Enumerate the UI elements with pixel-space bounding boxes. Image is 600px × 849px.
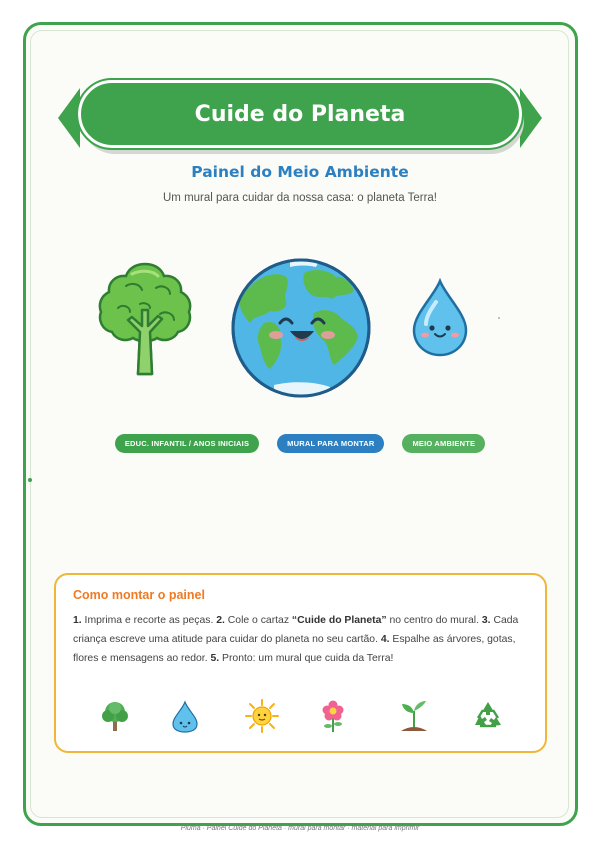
step-text: Cole o cartaz xyxy=(224,615,292,626)
decor-dot xyxy=(498,317,500,319)
water-drop-icon xyxy=(410,278,470,358)
ribbon-left xyxy=(58,88,80,148)
tag-education-level: EDUC. INFANTIL / ANOS INICIAIS xyxy=(115,434,259,453)
flower-icon xyxy=(316,699,350,733)
step-text: no centro do mural. xyxy=(386,615,482,626)
decor-dot xyxy=(28,478,32,482)
tree-icon xyxy=(96,262,194,376)
sun-icon xyxy=(245,699,279,733)
banner-pill xyxy=(78,80,522,148)
page-tagline: Um mural para cuidar da nossa casa: o planeta Terra! xyxy=(162,192,437,204)
earth-icon xyxy=(230,257,372,399)
decor-icons-row xyxy=(56,699,545,735)
step-number: 3. xyxy=(481,615,491,626)
page-footer: Pluma · Painel Cuide do Planeta · mural para montar · material para imprimir xyxy=(180,825,420,832)
tag-row xyxy=(0,434,600,453)
page-subtitle: Painel do Meio Ambiente xyxy=(191,163,409,181)
instructions-panel xyxy=(54,573,547,753)
step-text: Espalhe as árvores, gotas, flores e mensagens ao redor. xyxy=(73,634,516,664)
tree-icon xyxy=(98,699,132,733)
tag-environment: MEIO AMBIENTE xyxy=(402,434,485,453)
sprout-icon xyxy=(397,699,431,733)
water-drop-icon xyxy=(168,699,202,733)
step-highlight: “Cuide do Planeta” xyxy=(291,615,387,626)
recycle-icon xyxy=(471,699,505,733)
step-text: Pronto: um mural que cuida da Terra! xyxy=(219,653,394,664)
instructions-text xyxy=(73,611,533,668)
step-number: 2. xyxy=(216,615,225,626)
instructions-title: Como montar o painel xyxy=(73,588,205,602)
title-banner xyxy=(58,80,542,154)
step-text: Cada criança escreve uma atitude para cuidar do planeta no seu cartão. xyxy=(73,615,519,645)
step-number: 4. xyxy=(380,634,390,645)
step-number: 5. xyxy=(210,653,220,664)
step-number: 1. xyxy=(73,615,82,626)
tag-mural: MURAL PARA MONTAR xyxy=(277,434,384,453)
page-title: Cuide do Planeta xyxy=(194,101,406,127)
step-text: Imprima e recorte as peças. xyxy=(81,615,217,626)
